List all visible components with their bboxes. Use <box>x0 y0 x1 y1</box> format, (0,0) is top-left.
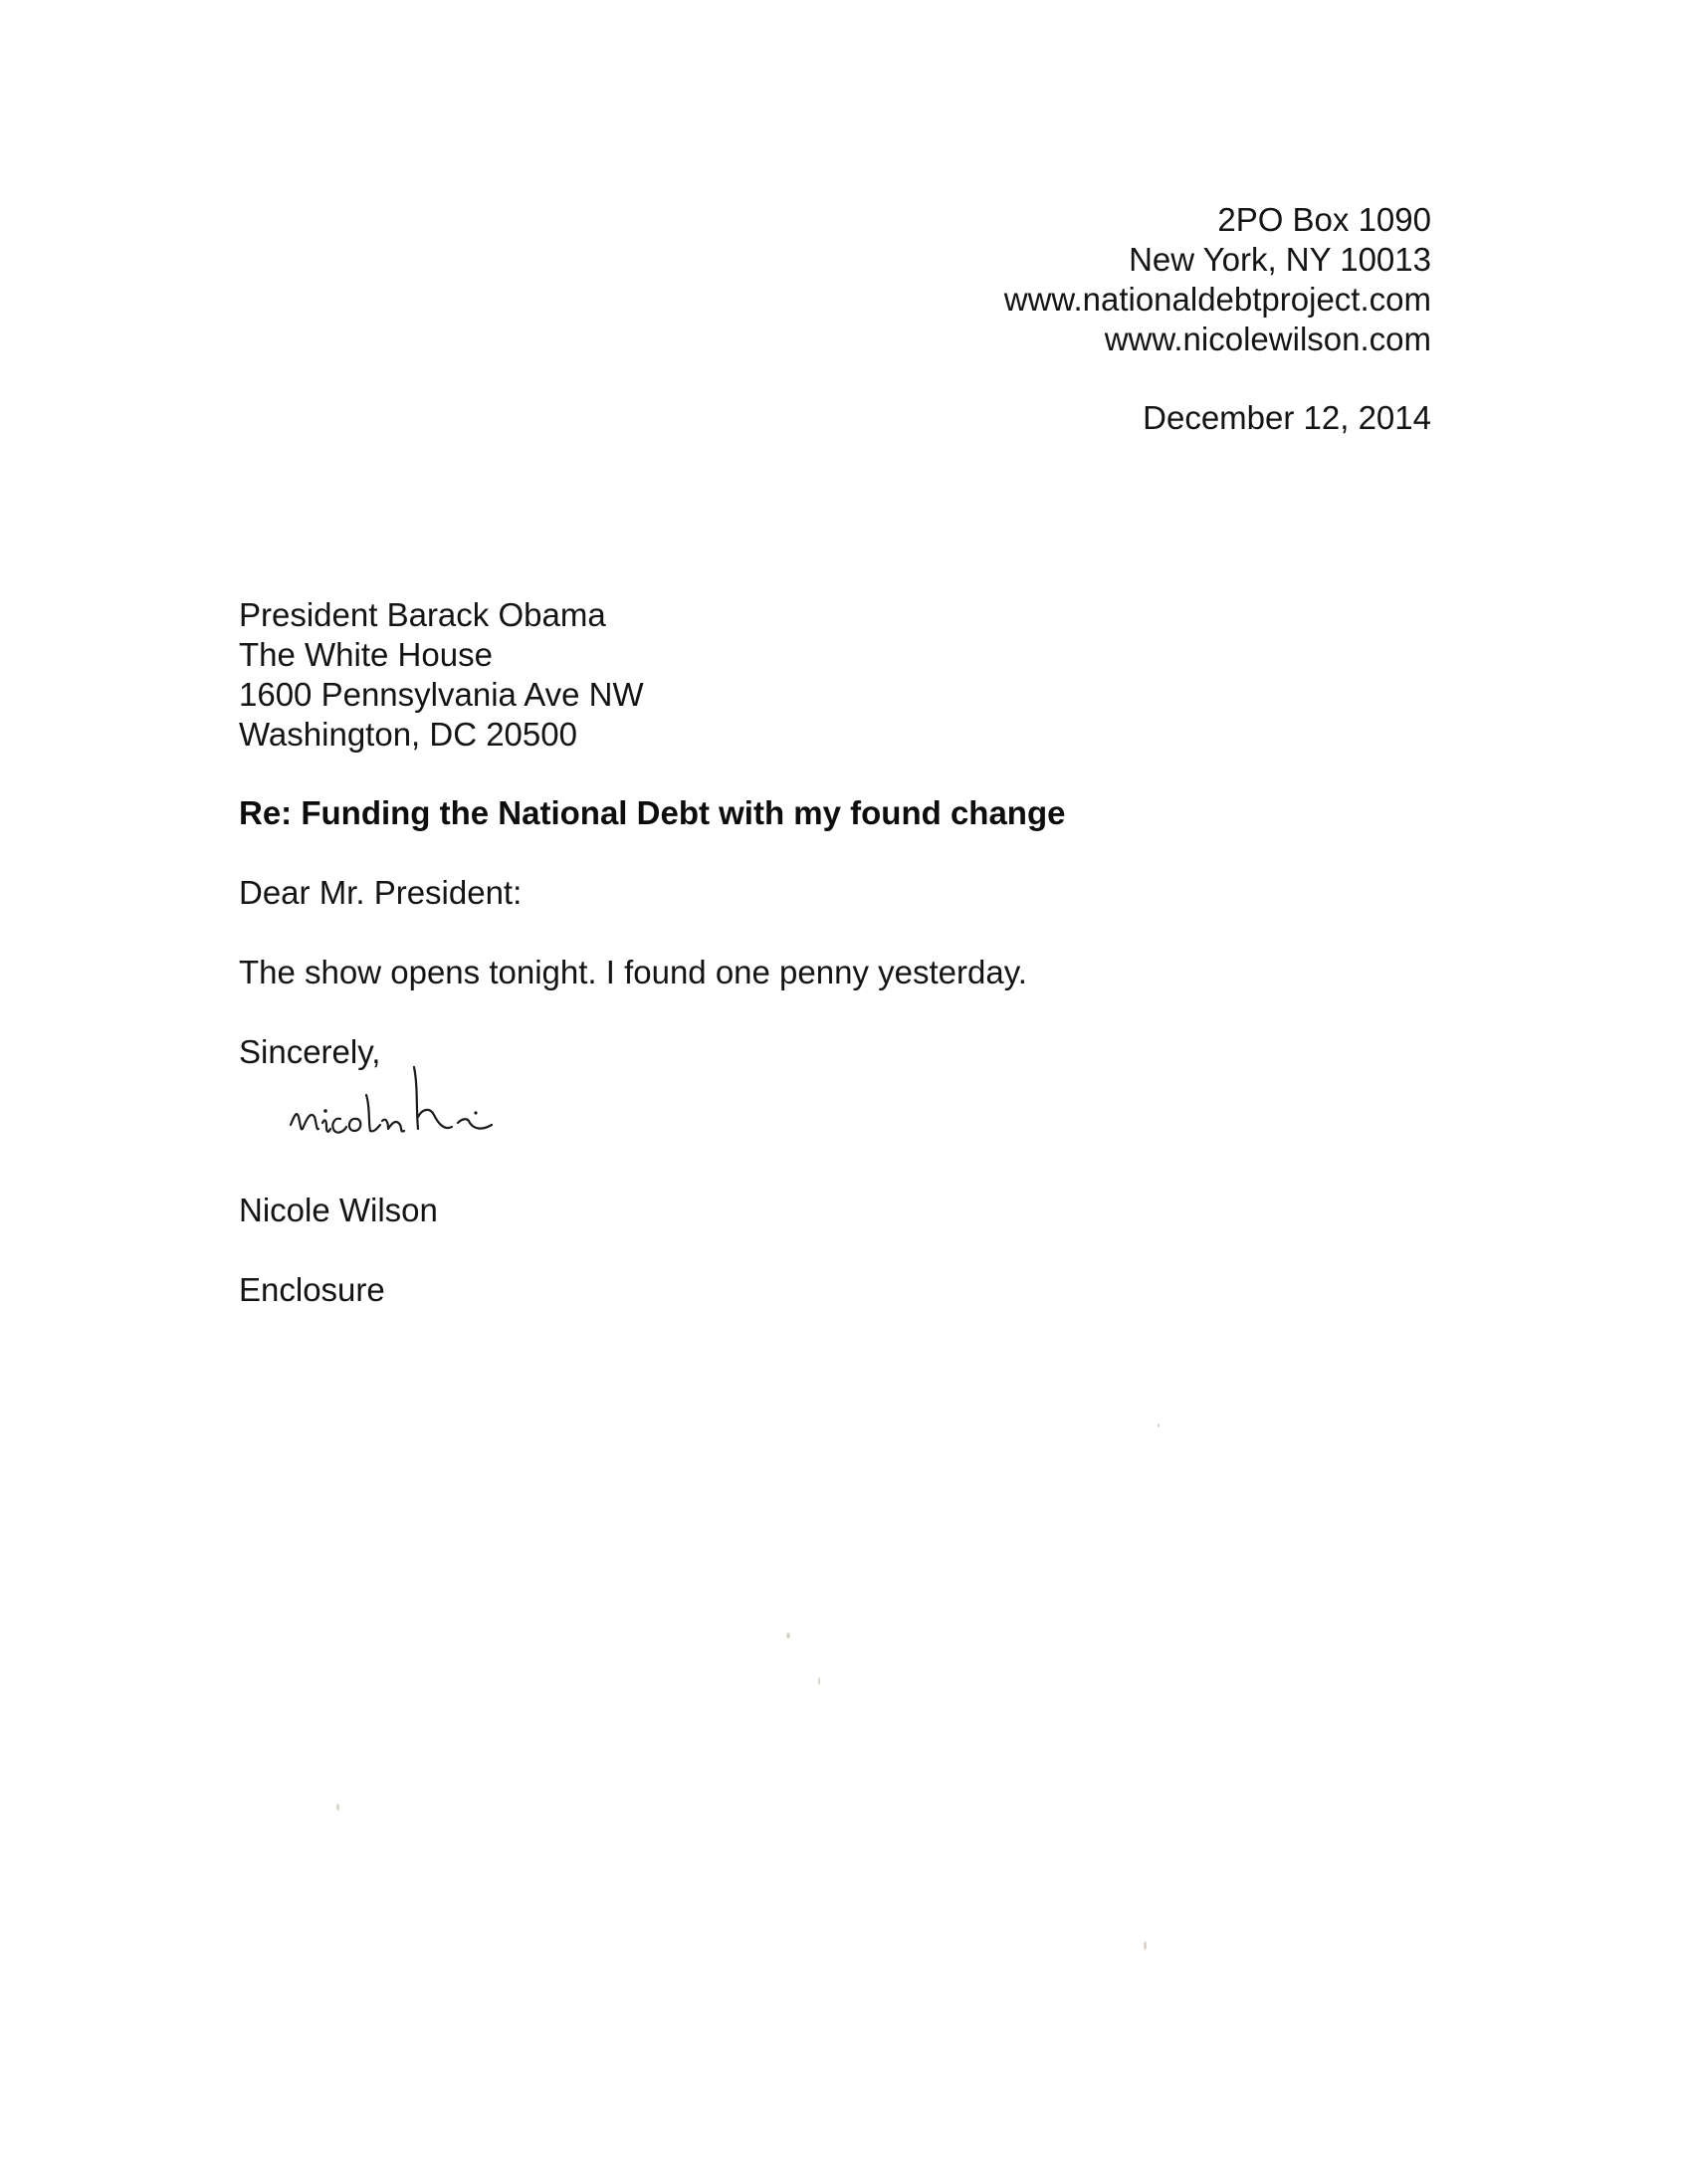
paper-speck <box>786 1633 790 1638</box>
handwritten-signature <box>283 1047 601 1157</box>
paper-speck <box>818 1677 820 1685</box>
recipient-line: Washington, DC 20500 <box>239 716 577 753</box>
return-address-website: www.nicolewilson.com <box>1104 321 1431 357</box>
paper-speck <box>336 1804 339 1811</box>
subject-line: Re: Funding the National Debt with my found change <box>239 794 1066 831</box>
recipient-name: President Barack Obama <box>239 596 606 633</box>
return-address-line: 2PO Box 1090 <box>1217 201 1431 238</box>
return-address-line: New York, NY 10013 <box>1129 241 1431 278</box>
salutation: Dear Mr. President: <box>239 874 523 911</box>
return-address-website: www.nationaldebtproject.com <box>1003 281 1431 318</box>
recipient-address <box>239 595 644 755</box>
signer-name: Nicole Wilson <box>239 1192 438 1228</box>
paper-speck <box>1144 1941 1147 1950</box>
return-address <box>1004 200 1431 359</box>
closing: Sincerely, <box>239 1033 381 1070</box>
recipient-line: The White House <box>239 636 493 673</box>
body-paragraph: The show opens tonight. I found one penny yesterday. <box>239 954 1027 990</box>
enclosure-notation: Enclosure <box>239 1271 385 1308</box>
paper-speck <box>1158 1423 1160 1427</box>
letter-date: December 12, 2014 <box>1143 399 1431 436</box>
recipient-line: 1600 Pennsylvania Ave NW <box>239 676 644 713</box>
